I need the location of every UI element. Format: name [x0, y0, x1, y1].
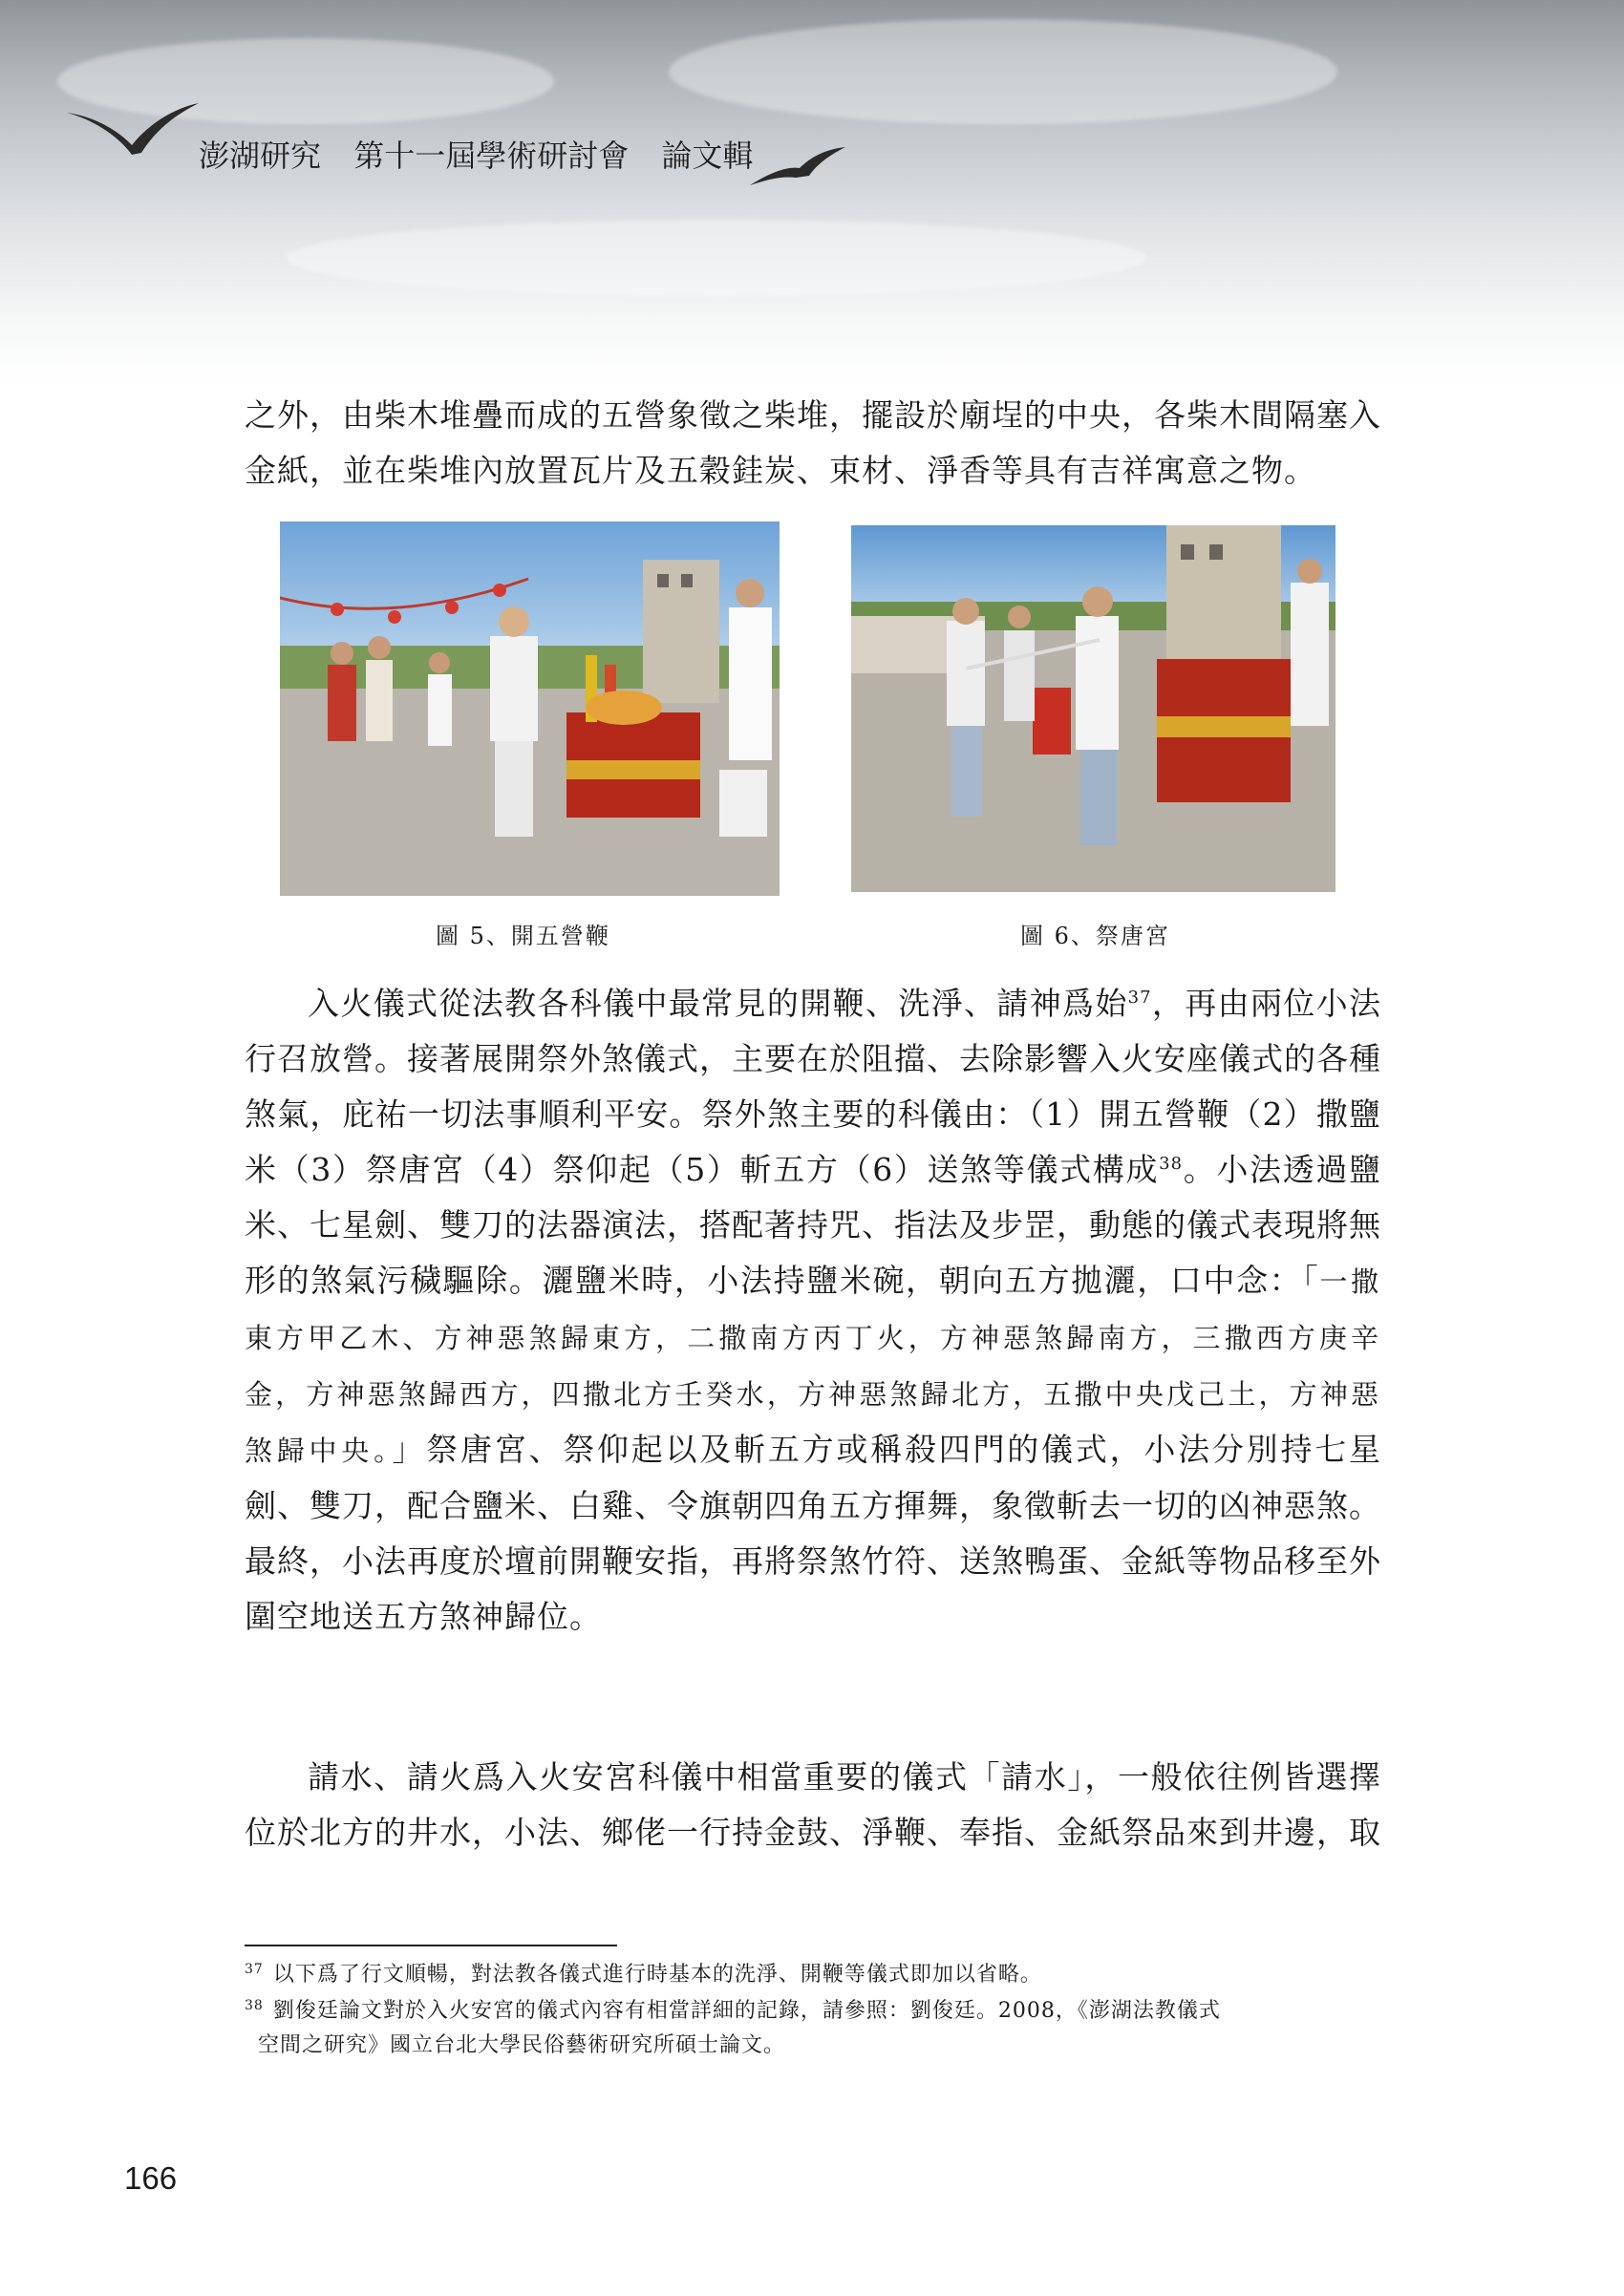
paragraph-text: 。小法透過鹽米、七星劍、雙刀的法器演法，搭配著持咒、指法及步罡，動態的儀式表現將無形的煞氣污穢驅除。灑鹽米時，小法持鹽米碗，朝向五方拋灑，口中念：「 [245, 1151, 1382, 1299]
journal-name: 澎湖研究 [199, 138, 322, 174]
footnote-text: 以下爲了行文順暢，對法教各儀式進行時基本的洗淨、開鞭等儀式即加以省略。 [272, 1963, 1042, 1987]
footnote-divider [245, 1945, 617, 1946]
collection-type: 論文輯 [661, 138, 754, 174]
body-paragraph: 之外，由柴木堆疊而成的五營象徵之柴堆，擺設於廟埕的中央，各柴木間隔塞入金紙，並在柴堆內放置瓦片及五穀銈炭、束材、淨香等具有吉祥寓意之物。 [245, 396, 1381, 489]
body-paragraph: 請水、請火爲入火安宮科儀中相當重要的儀式「請水」，一般依往例皆選擇位於北方的井水，小法、鄉佬一行持金鼓、淨鞭、奉指、金紙祭品來到井邊，取 [245, 1758, 1381, 1851]
paragraph-text: ，再由兩位小法行召放營。接著展開祭外煞儀式，主要在於阻擋、去除影響入火安座儀式的各種煞氣，庇祐一切法事順利平安。祭外煞主要的科儀由：（1）開五營鞭（2）撒鹽米（3）祭唐宮（4）祭仰起（5）斬五方（6）送煞等儀式構成 [245, 985, 1382, 1188]
incantation-quote: 一撒東方甲乙木、方神惡煞歸東方，二撒南方丙丁火，方神惡煞歸南方，三撒西方庚辛金，方神惡煞歸西方，四撒北方壬癸水，方神惡煞歸北方，五撒中央戊己土，方神惡煞歸中央。 [245, 1265, 1381, 1467]
cloud-decoration [287, 220, 1146, 296]
footnote-text: 劉俊廷論文對於入火安宮的儀式內容有相當詳細的記錄，請參照：劉俊廷。2008，《澎湖法教儀式 [272, 1999, 1221, 2023]
paragraph-text: 」祭唐宮、祭仰起以及斬五方或稱殺四門的儀式，小法分別持七星劍、雙刀，配合鹽米、白雞、令旗朝四角五方揮舞，象徵斬去一切的凶神惡煞。最終，小法再度於壇前開鞭安指，再將祭煞竹符、送煞鴨蛋、金紙等物品移至外圍空地送五方煞神歸位。 [245, 1431, 1381, 1635]
paragraph-text: 入火儀式從法教各科儀中最常見的開鞭、洗淨、請神爲始 [308, 985, 1128, 1022]
footnote-number: 37 [245, 1961, 264, 1977]
page-number: 166 [124, 2160, 178, 2196]
footnote-ref-38[interactable]: 38 [1159, 1154, 1184, 1174]
footnote-ref-37[interactable]: 37 [1127, 988, 1152, 1008]
footnote-text: 空間之研究》國立台北大學民俗藝術研究所碩士論文。 [258, 2033, 786, 2057]
page-header-banner [0, 0, 1624, 382]
footnote-37 [245, 1958, 1381, 1992]
running-header [199, 132, 776, 176]
seagull-icon [67, 96, 201, 162]
figure-5-caption: 圖 5、開五營鞭 [436, 923, 610, 949]
figure-5-photo [280, 521, 780, 896]
body-paragraph [245, 976, 1381, 1645]
footnote-38 [245, 1994, 1381, 2063]
conference-name: 第十一屆學術研討會 [353, 138, 630, 174]
figure-6-caption: 圖 6、祭唐宮 [1020, 923, 1170, 949]
cloud-decoration [669, 19, 1337, 124]
footnote-number: 38 [245, 1997, 264, 2013]
figure-6-photo [851, 525, 1336, 892]
